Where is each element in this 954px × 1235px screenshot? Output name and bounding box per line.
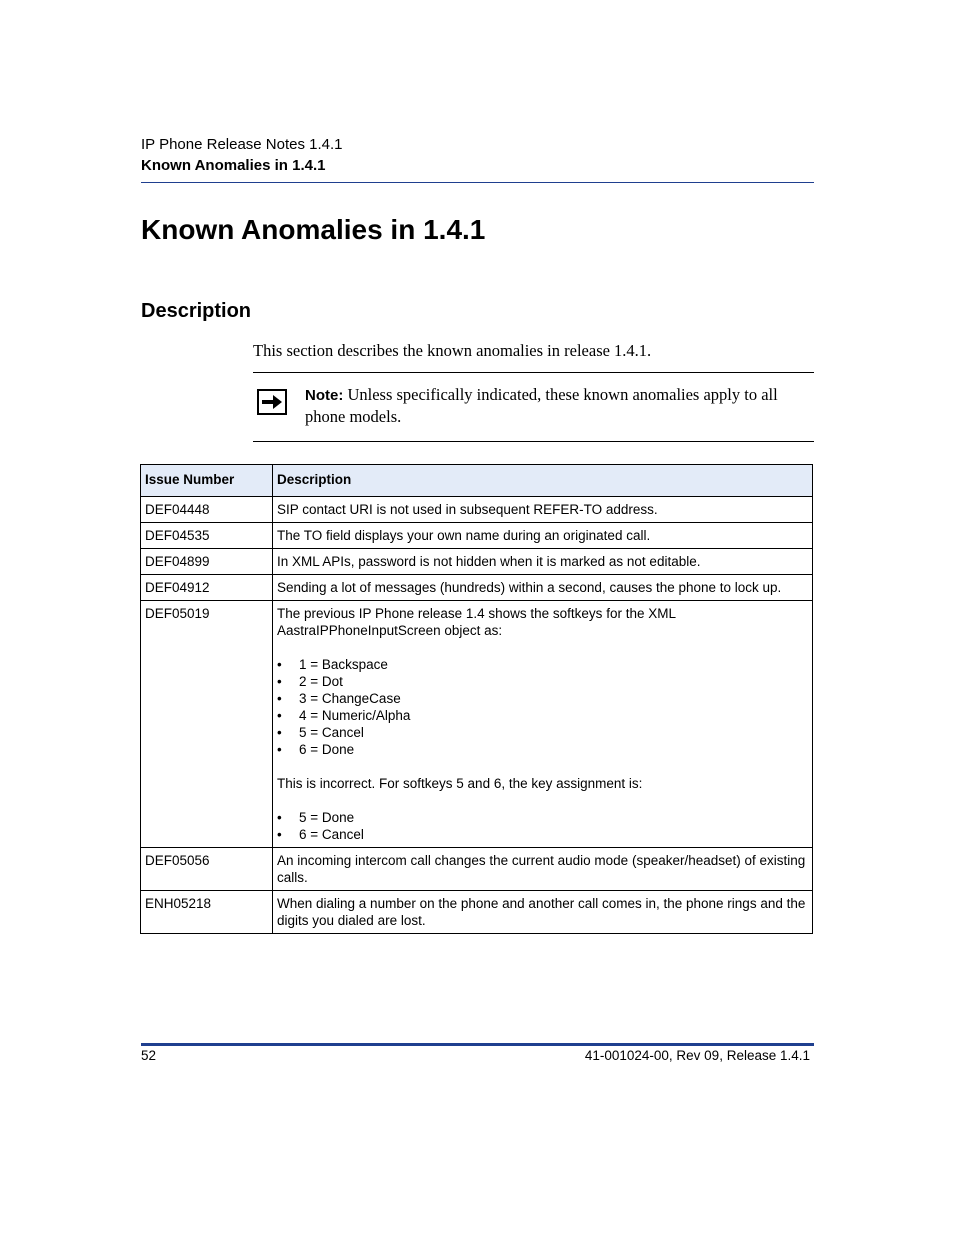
table-header-row (141, 465, 813, 497)
description-cell: When dialing a number on the phone and another call comes in, the phone rings and the digits you dialed are lost. (273, 891, 813, 934)
document-id: 41-001024-00, Rev 09, Release 1.4.1 (584, 1048, 810, 1063)
arrow-right-icon (257, 389, 287, 415)
issue-number-cell: DEF04912 (141, 575, 273, 601)
note-top-divider (253, 372, 814, 373)
note-body: Unless specifically indicated, these known anomalies apply to all phone models. (305, 385, 778, 426)
section-heading: Description (141, 300, 252, 322)
description-cell: Sending a lot of messages (hundreds) within a second, causes the phone to lock up. (273, 575, 813, 601)
list-item: • 6 = Cancel (277, 826, 808, 843)
list-item: • 2 = Dot (277, 673, 808, 690)
issue-number-cell: DEF04535 (141, 523, 273, 549)
description-cell: An incoming intercom call changes the current audio mode (speaker/headset) of existing calls. (273, 848, 813, 891)
list-item: • 4 = Numeric/Alpha (277, 707, 808, 724)
issue-number-cell: DEF05056 (141, 848, 273, 891)
intro-paragraph: This section describes the known anomalies in release 1.4.1. (253, 341, 652, 360)
column-header-issue-number: Issue Number (141, 465, 273, 497)
table-row (141, 497, 813, 523)
page-number: 52 (141, 1048, 157, 1063)
running-header-section: Known Anomalies in 1.4.1 (141, 157, 326, 174)
description-text-correction: This is incorrect. For softkeys 5 and 6, the key assignment is: (277, 776, 643, 791)
header-divider (141, 182, 814, 183)
description-text: The previous IP Phone release 1.4 shows the softkeys for the XML AastraIPPhoneInputScreen object as: (277, 606, 676, 638)
anomalies-table (140, 464, 813, 934)
description-cell (273, 601, 813, 848)
issue-number-cell: ENH05218 (141, 891, 273, 934)
issue-number-cell: DEF04899 (141, 549, 273, 575)
list-item: • 5 = Cancel (277, 724, 808, 741)
note-label: Note: (305, 387, 344, 404)
table-row (141, 575, 813, 601)
note-bottom-divider (253, 441, 814, 442)
list-item: • 5 = Done (277, 809, 808, 826)
description-cell: In XML APIs, password is not hidden when it is marked as not editable. (273, 549, 813, 575)
list-item: • 1 = Backspace (277, 656, 808, 673)
description-cell: The TO field displays your own name during an originated call. (273, 523, 813, 549)
issue-number-cell: DEF05019 (141, 601, 273, 848)
table-row (141, 601, 813, 848)
column-header-description: Description (273, 465, 813, 497)
softkey-list-correct (277, 809, 808, 843)
footer-divider (141, 1043, 814, 1046)
page-title: Known Anomalies in 1.4.1 (141, 214, 486, 245)
table-row (141, 523, 813, 549)
running-header-doc-title: IP Phone Release Notes 1.4.1 (141, 136, 343, 153)
list-item: • 3 = ChangeCase (277, 690, 808, 707)
note-text (305, 384, 810, 427)
softkey-list-previous (277, 656, 808, 758)
table-row (141, 549, 813, 575)
table-row (141, 848, 813, 891)
list-item: • 6 = Done (277, 741, 808, 758)
description-cell: SIP contact URI is not used in subsequent REFER-TO address. (273, 497, 813, 523)
issue-number-cell: DEF04448 (141, 497, 273, 523)
table-row (141, 891, 813, 934)
